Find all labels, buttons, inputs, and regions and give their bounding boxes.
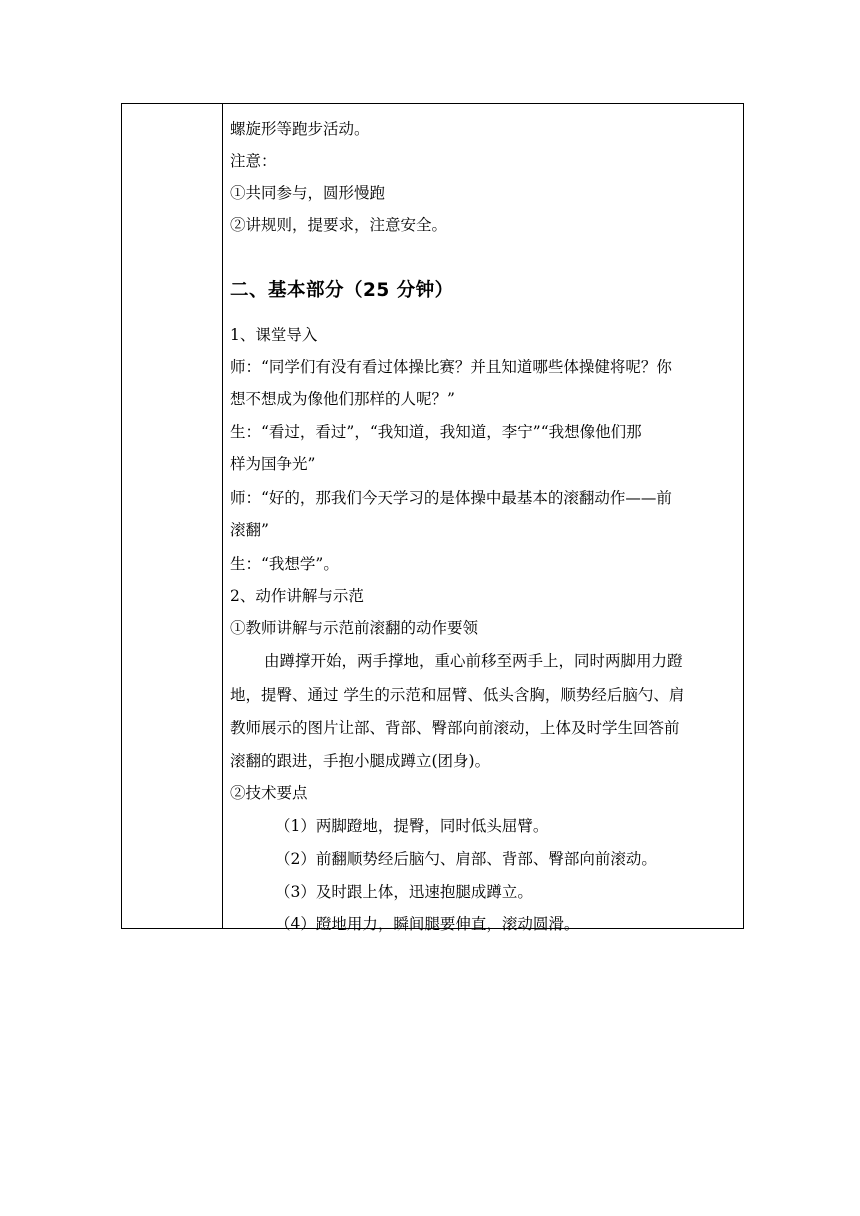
text-line: 注意： — [230, 152, 277, 170]
text-line: （2）前翻顺势经后脑勺、肩部、背部、臀部向前滚动。 — [275, 850, 657, 868]
text-line: 2、动作讲解与示范 — [230, 587, 364, 605]
text-line: ②讲规则，提要求，注意安全。 — [230, 216, 448, 234]
text-line: （1）两脚蹬地，提臀，同时低头屈臂。 — [275, 817, 549, 835]
text-line: 师：“同学们有没有看过体操比赛？并且知道哪些体操健将呢？你 — [230, 358, 672, 376]
text-line: ①教师讲解与示范前滚翻的动作要领 — [230, 619, 479, 637]
text-line: 样为国争光” — [230, 455, 316, 473]
text-line: 由蹲撑开始，两手撑地，重心前移至两手上，同时两脚用力蹬 — [264, 652, 683, 670]
text-line: 想不想成为像他们那样的人呢？” — [230, 390, 455, 408]
text-line: （3）及时跟上体，迅速抱腿成蹲立。 — [275, 883, 533, 901]
text-line: 生：“看过，看过”，“我知道，我知道，李宁”“我想像他们那 — [230, 423, 642, 441]
text-line: 滚翻” — [230, 521, 269, 539]
text-line: 教师展示的图片让部、背部、臀部向前滚动，上体及时学生回答前 — [230, 719, 680, 737]
text-line: ②技术要点 — [230, 784, 308, 802]
lesson-table — [121, 103, 744, 933]
text-line: （4）蹬地用力，瞬间腿要伸直，滚动圆滑。 — [275, 915, 580, 933]
text-line: 1、课堂导入 — [230, 326, 318, 344]
text-line: 师：“好的，那我们今天学习的是体操中最基本的滚翻动作——前 — [230, 489, 672, 507]
table-left-column — [122, 104, 223, 928]
text-line: 滚翻的跟进，手抱小腿成蹲立(团身)。 — [230, 752, 491, 770]
text-line: 螺旋形等跑步活动。 — [230, 120, 370, 138]
section-heading: 二、基本部分（25 分钟） — [230, 280, 454, 301]
text-line: ①共同参与，圆形慢跑 — [230, 184, 386, 202]
text-line: 地，提臀、通过 学生的示范和屈臂、低头含胸，顺势经后脑勺、肩 — [230, 686, 685, 704]
text-line: 生：“我想学”。 — [230, 555, 339, 573]
